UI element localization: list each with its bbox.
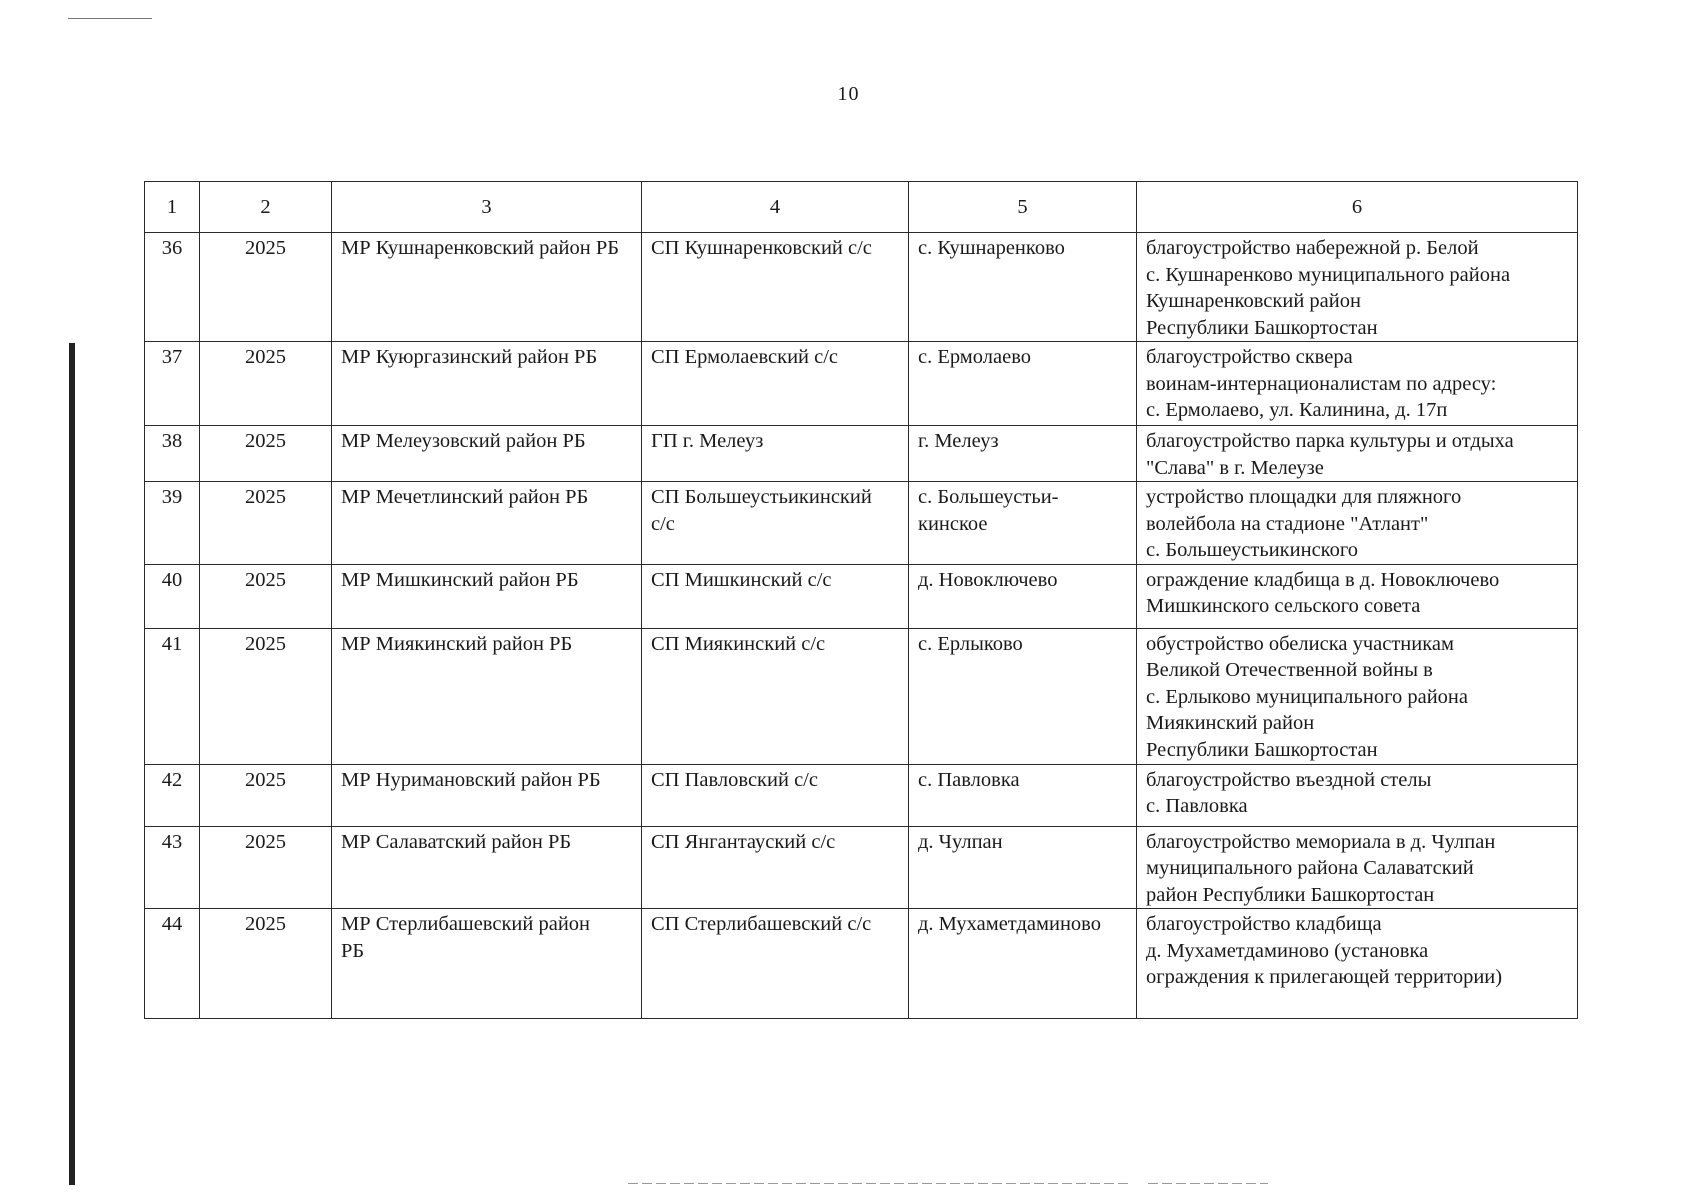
row-number: 40 [145,564,200,628]
table-row [145,764,1578,826]
table-row [145,628,1578,764]
row-year: 2025 [200,826,332,909]
column-header: 3 [332,182,642,233]
table-row [145,233,1578,342]
row-year: 2025 [200,482,332,565]
row-district: МР Салаватский район РБ [332,826,642,909]
table-row [145,342,1578,426]
row-locality: д. Чулпан [909,826,1137,909]
row-project: благоустройство кладбища д. Мухаметдаминово (установка ограждения к прилегающей территории) [1137,909,1578,1019]
row-locality: с. Павловка [909,764,1137,826]
row-project: благоустройство мемориала в д. Чулпан муниципального района Салаватский район Республики Башкортостан [1137,826,1578,909]
row-number: 44 [145,909,200,1019]
page-number: 10 [837,83,860,105]
scan-artifact-left-bar [69,343,75,1185]
row-project: ограждение кладбища в д. Новоключево Мишкинского сельского совета [1137,564,1578,628]
column-header: 2 [200,182,332,233]
row-district: МР Миякинский район РБ [332,628,642,764]
row-year: 2025 [200,564,332,628]
row-project: обустройство обелиска участникам Великой Отечественной войны в с. Ерлыково муниципального района Миякинский район Республики Башкортостан [1137,628,1578,764]
row-locality: с. Кушнаренково [909,233,1137,342]
row-district: МР Куюргазинский район РБ [332,342,642,426]
row-year: 2025 [200,909,332,1019]
row-year: 2025 [200,426,332,482]
table-row [145,826,1578,909]
table-row [145,564,1578,628]
row-locality: с. Большеустьи- кинское [909,482,1137,565]
row-locality: д. Мухаметдаминово [909,909,1137,1019]
row-settlement: ГП г. Мелеуз [642,426,909,482]
row-project: благоустройство парка культуры и отдыха "Слава" в г. Мелеузе [1137,426,1578,482]
row-number: 43 [145,826,200,909]
row-settlement: СП Павловский с/с [642,764,909,826]
table-row [145,482,1578,565]
row-district: МР Мелеузовский район РБ [332,426,642,482]
scan-artifact-bottom-line [628,1183,1128,1184]
row-project: благоустройство набережной р. Белой с. Кушнаренково муниципального района Кушнаренковский район Республики Башкортостан [1137,233,1578,342]
row-number: 42 [145,764,200,826]
table-header-row [145,182,1578,233]
row-district: МР Мишкинский район РБ [332,564,642,628]
column-header: 1 [145,182,200,233]
row-year: 2025 [200,628,332,764]
row-district: МР Стерлибашевский район РБ [332,909,642,1019]
table-row [145,426,1578,482]
row-settlement: СП Ермолаевский с/с [642,342,909,426]
row-number: 41 [145,628,200,764]
row-number: 38 [145,426,200,482]
row-number: 39 [145,482,200,565]
row-district: МР Кушнаренковский район РБ [332,233,642,342]
row-project: устройство площадки для пляжного волейбола на стадионе "Атлант" с. Большеустьикинского [1137,482,1578,565]
scan-artifact-bottom-line [1148,1183,1268,1184]
scan-artifact-top-line [68,18,152,19]
row-settlement: СП Большеустьикинский с/с [642,482,909,565]
row-settlement: СП Стерлибашевский с/с [642,909,909,1019]
table-row [145,909,1578,1019]
row-year: 2025 [200,233,332,342]
row-number: 37 [145,342,200,426]
row-locality: с. Ермолаево [909,342,1137,426]
row-settlement: СП Мишкинский с/с [642,564,909,628]
row-settlement: СП Миякинский с/с [642,628,909,764]
row-year: 2025 [200,764,332,826]
row-locality: д. Новоключево [909,564,1137,628]
row-number: 36 [145,233,200,342]
row-locality: г. Мелеуз [909,426,1137,482]
row-settlement: СП Кушнаренковский с/с [642,233,909,342]
row-project: благоустройство въездной стелы с. Павловка [1137,764,1578,826]
row-year: 2025 [200,342,332,426]
row-locality: с. Ерлыково [909,628,1137,764]
row-settlement: СП Янгантауский с/с [642,826,909,909]
column-header: 6 [1137,182,1578,233]
column-header: 5 [909,182,1137,233]
document-table [144,181,1578,1019]
row-district: МР Нуримановский район РБ [332,764,642,826]
row-project: благоустройство сквера воинам-интернационалистам по адресу: с. Ермолаево, ул. Калинина, д. 17п [1137,342,1578,426]
column-header: 4 [642,182,909,233]
row-district: МР Мечетлинский район РБ [332,482,642,565]
